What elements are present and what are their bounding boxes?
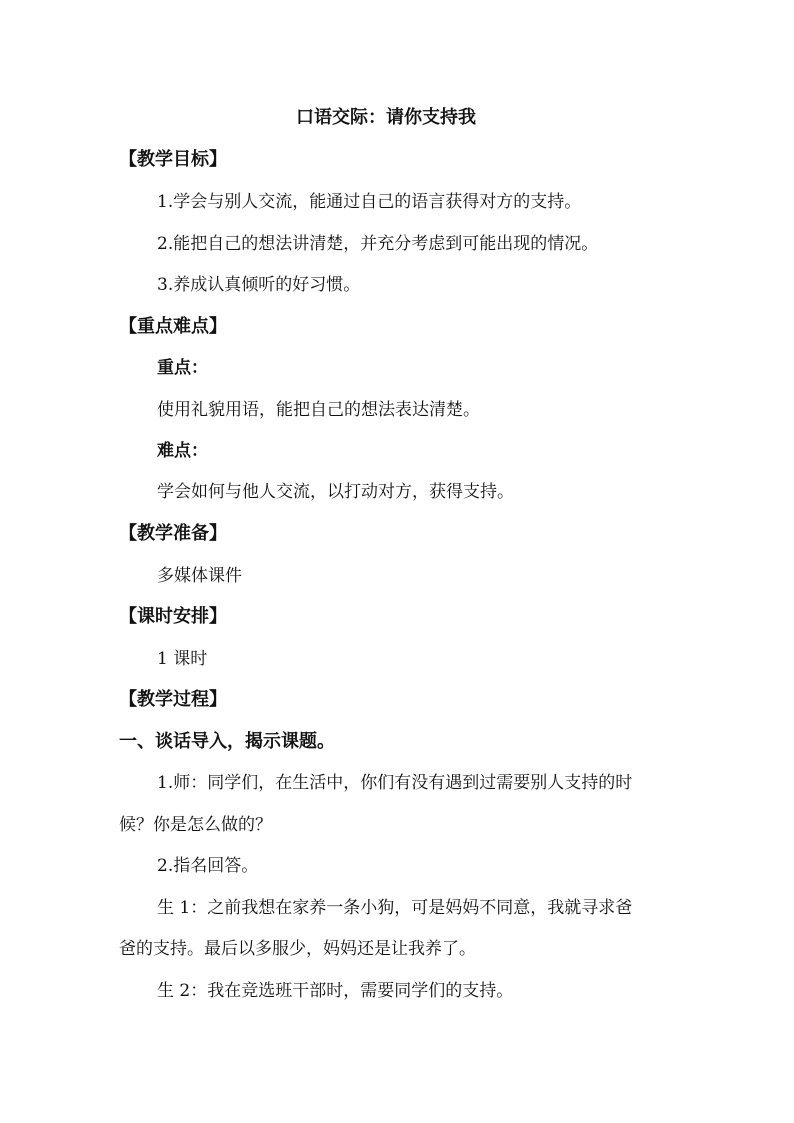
key-points-heading: 【重点难点】 xyxy=(119,316,227,337)
paragraph-2: 2.指名回答。 xyxy=(157,856,259,876)
difficulty-label: 难点： xyxy=(157,441,208,461)
schedule-text: 1 课时 xyxy=(157,649,208,669)
difficulty-text: 学会如何与他人交流，以打动对方，获得支持。 xyxy=(157,482,514,502)
section-1-title: 一、谈话导入，揭示课题。 xyxy=(119,731,335,752)
schedule-heading: 【课时安排】 xyxy=(119,606,227,627)
page-title: 口语交际：请你支持我 xyxy=(296,107,476,128)
objective-item-2: 2.能把自己的想法讲清楚，并充分考虑到可能出现的情况。 xyxy=(157,234,599,254)
paragraph-1-line-1: 1.师：同学们，在生活中，你们有没有遇到过需要别人支持的时 xyxy=(157,773,633,793)
preparation-heading: 【教学准备】 xyxy=(119,523,227,544)
paragraph-4: 生 2：我在竞选班干部时，需要同学们的支持。 xyxy=(157,981,514,1001)
paragraph-1-line-2: 候？你是怎么做的？ xyxy=(119,815,272,835)
objective-item-1: 1.学会与别人交流，能通过自己的语言获得对方的支持。 xyxy=(157,192,582,212)
paragraph-3-line-1: 生 1：之前我想在家养一条小狗，可是妈妈不同意，我就寻求爸 xyxy=(157,898,633,918)
objectives-heading: 【教学目标】 xyxy=(119,149,227,170)
focus-label: 重点： xyxy=(157,358,208,378)
paragraph-3-line-2: 爸的支持。最后以多服少，妈妈还是让我养了。 xyxy=(119,939,476,959)
process-heading: 【教学过程】 xyxy=(119,689,227,710)
objective-item-3: 3.养成认真倾听的好习惯。 xyxy=(157,275,361,295)
preparation-text: 多媒体课件 xyxy=(157,566,242,586)
focus-text: 使用礼貌用语，能把自己的想法表达清楚。 xyxy=(157,400,480,420)
